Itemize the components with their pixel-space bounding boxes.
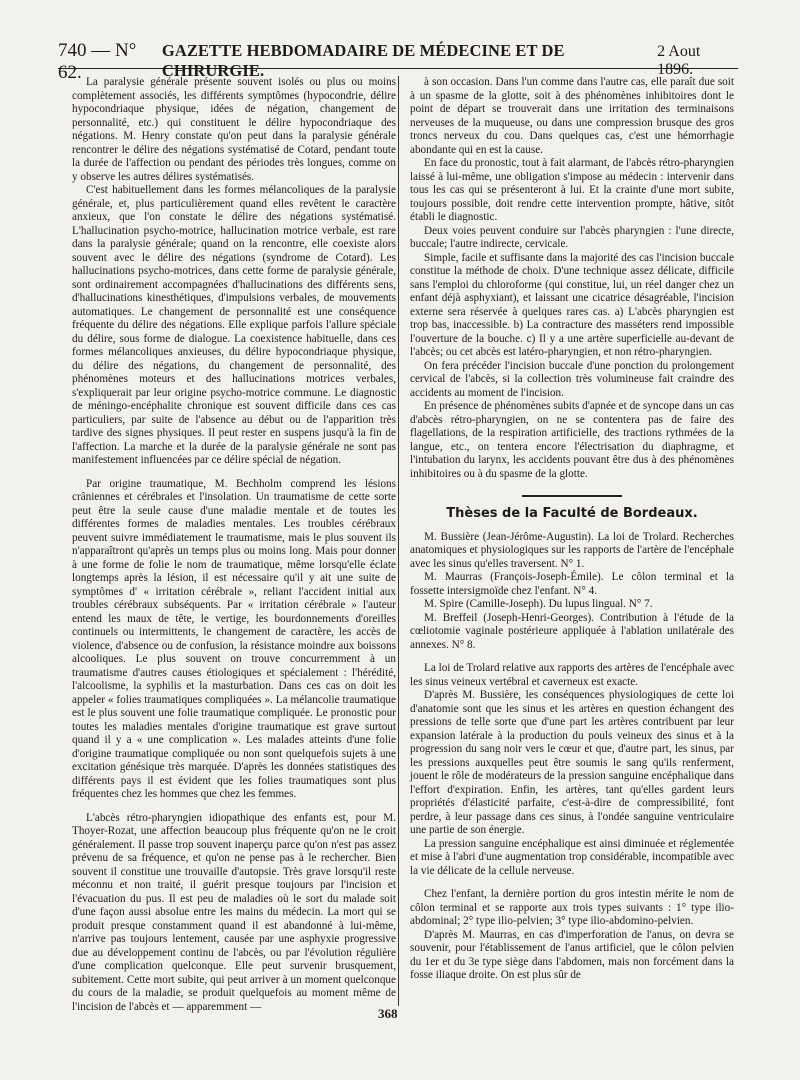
paragraph: Simple, facile et suffisante dans la majorité des cas l'incision buccale constitue la méthode de choix. D'une technique assez délicate, difficile sans l'emploi du chloroforme (qui constitue, lui, un réel danger chez un enfant déjà asphyxiant), et laissant une cicatrice désagréable, l'incision externe sera réservée à quelques rares cas. a) L'abcès pharyngien est trop bas, inaccessible. b) La contracture des masséters rend impossible l'ouverture de la bouche. c) Il y a une artère superficielle au-devant de l'abcès; ou cet abcès est latéro-pharyngien, et non rétro-pharyngien. [410,251,734,358]
paragraph: C'est habituellement dans les formes mélancoliques de la paralysie générale, et, plus particulièrement quand elles revêtent le caractère anxieux, que l'on constate le délire des négations systématisé. L'hallucination psycho-motrice, hallucination motrice verbale, est rare dans la paralysie générale; quand on la rencontre, elle coexiste alors souvent avec le délire des négations (syndrome de Cotard). Les hallucinations psycho-motrices, dans cette forme de paralysie générale, sont ordinairement accompagnées d'hallucinations des différents sens, d'hallucinations kinesthétiques, d'impulsions verbales, de mouvements automatiques. Le changement de personnalité est une conséquence fréquente du délire des négations. Elle explique parfois l'allure spéciale du délire, sous forme de dialogue. La coexistence habituelle, dans ces formes mélancoliques anxieuses, du délire hypocondriaque physique, du délire des négations, du changement de personnalité, des phénomènes moteurs et des hallucinations motrices verbales, s'expliquerait par leur origine psycho-motrice commune. Le diagnostic de méningo-encéphalite chronique est souvent difficile dans ces cas particuliers, par suite de l'absence au début ou de l'apparition très tardive des signes physiques. Il peut rester en suspens jusqu'à la fin de l'affection. La marche et la durée de la paralysie générale ne sont pas manifestement influencées par ce délire spécial de négation. [72,184,396,466]
paragraph: Chez l'enfant, la dernière portion du gros intestin mérite le nom de côlon terminal et se rapporte aux trois types suivants : 1° type ilio-abdominal; 2° type ilio-pelvien; 3° type ilio-abdomino-pelvien. [410,888,734,927]
section-title: Thèses de la Faculté de Bordeaux. [446,506,698,521]
paragraph: D'après M. Bussière, les conséquences physiologiques de cette loi d'anatomie sont que les sinus et les artères en question échangent des pressions de telle sorte que d'une part les artères contribuent par leur expansion latérale à la production du pouls veineux des sinus et à la progression du sang noir vers le cœur et que, d'autre part, les sinus, par les pressions auxquelles peut être soumis le sang qu'ils renferment, jouent le rôle de modérateurs de la pression sanguine encéphalique dans l'effort d'expiration. Enfin, les artères, tant qu'elles gardent leurs propriétés d'élasticité parfaite, c'est-à-dire de compressibilité, font perdre, à leur passage dans ces sinus, à l'ondée sanguine ventriculaire une partie de son énergie. [410,689,734,836]
paragraph: D'après M. Maurras, en cas d'imperforation de l'anus, on devra se souvenir, pour l'établissement de l'anus artificiel, que le côlon pelvien du 1er et du 3e type siège dans l'abdomen, mais non forcément dans la fosse iliaque droite. On est plus sûr de [410,928,734,981]
paragraph: La pression sanguine encéphalique est ainsi diminuée et réglementée et mise à l'abri d'une augmentation trop considérable, incompatible avec la vie délicate de la cellule nerveuse. [410,837,734,877]
right-column [410,76,734,983]
paragraph: La loi de Trolard relative aux rapports des artères de l'encéphale avec les sinus veineux vertébral et caverneux est exacte. [410,662,734,688]
section-rule [522,495,622,497]
paragraph: Par origine traumatique, M. Bechholm comprend les lésions crâniennes et cérébrales et l'insolation. Un traumatisme de cette sorte peut être la seule cause d'une maladie mentale et de toutes les différentes formes de maladies mentales. Les troubles cérébraux peuvent suivre immédiatement le traumatisme, mais le plus souvent ils n'apparaîtront qu'après un temps plus ou moins long. Mais pour donner à une forme de folie le nom de traumatique, même lorsqu'elle éclate longtemps après la lésion, il est nécessaire qu'il y ait une suite de symptômes d' « irritation cérébrale », reliant l'accident initial aux troubles cérébraux subséquents. Par « irritation cérébrale » l'auteur entend les maux de tête, le vertige, les bourdonnements d'oreilles continuels ou intermittents, le changement de caractère, les accès de violence, d'absence ou de confusion, la résistance moindre aux boissons alcooliques. Le plus souvent on trouve concurremment à un traumatisme d'autres causes étiologiques et spécialement : l'hérédité, l'alcoolisme, la syphilis et la masturbation. Dans ces cas on doit les appeler « folies traumatiques compliquées ». La mélancolie traumatique est le plus souvent une folie traumatique compliquée. Le pronostic pour toutes les maladies mentales d'origine traumatique est grave surtout quand il y a « une complication ». Les malades atteints d'une folie d'origine traumatique compliquée ou non sont quelquefois sujets à une excitation génésique très marquée. D'après les données statistiques des différents pays il est évident que les folies traumatiques sont plus fréquentes chez les hommes que chez les femmes. [72,477,396,800]
page-header [58,40,738,83]
paragraph: La paralysie générale présente souvent isolés ou plus ou moins complètement associés, les différents symptômes (hypocondrie, délire hypocondriaque physique, idées de négation, changement de personnalité, etc.) qui constituent le délire hypocondriaque des négations. M. Henry constate qu'on peut dans la paralysie générale rencontrer le délire des négations systématisé de Cotard, pendant toute la durée de l'affection ou pendant des périodes très longues, comme on y observe les autres délires systématisés. [72,76,396,183]
thesis-entry: M. Spire (Camille-Joseph). Du lupus lingual. N° 7. [424,598,653,610]
paragraph: En présence de phénomènes subits d'apnée et de syncope dans un cas d'abcès rétro-pharyngien, on ne se contentera pas de faire des flagellations, de la respiration artificielle, des tractions rythmées de la langue, etc., on tentera encore l'électrisation du diaphragme, et l'intubation du larynx, les accidents pouvant être dus à des phénomènes inhibitoires ou à du spasme de la glotte. [410,400,734,480]
thesis-entry: M. Bussière (Jean-Jérôme-Augustin). La loi de Trolard. Recherches anatomiques et physiologiques sur les rapports de l'artère de l'encéphale avec les sinus qu'elles traversent. N° 1. [410,530,734,570]
left-column [72,76,396,1014]
paragraph: En face du pronostic, tout à fait alarmant, de l'abcès rétro-pharyngien laissé à lui-même, une obligation s'impose au médecin : intervenir dans tous les cas qui se présenteront à lui. Et la crainte d'une mort subite, toujours possible, doit rendre cette intervention prompte, hâtive, sitôt établi le diagnostic. [410,157,734,223]
paragraph: On fera précéder l'incision buccale d'une ponction du prolongement cervical de l'abcès, si la collection très volumineuse fait craindre des accidents au moment de l'incision. [410,359,734,399]
issue-date: 2 Aout 1896. [657,43,701,78]
paragraph: Deux voies peuvent conduire sur l'abcès pharyngien : l'une directe, buccale; l'autre indirecte, cervicale. [410,224,734,250]
thesis-entry: M. Breffeil (Joseph-Henri-Georges). Contribution à l'étude de la cœliotomie vaginale postérieure appliquée à l'ablation unilatérale des annexes. N° 8. [410,611,734,651]
header-rule [58,68,738,69]
issue-number: 740 — N° 62. [58,40,137,83]
page-number: 368 [378,1006,398,1021]
journal-title: GAZETTE HEBDOMADAIRE DE MÉDECINE ET DE CHIRURGIE. [161,41,565,80]
paragraph: L'abcès rétro-pharyngien idiopathique des enfants est, pour M. Thoyer-Rozat, une affection beaucoup plus fréquente qu'on ne le croit généralement. Il passe trop souvent inaperçu parce qu'on n'est pas assez prévenu de sa fréquence, et qu'on ne pense pas à le rechercher. Bien souvent il constitue une trouvaille d'autopsie. Très grave lorsqu'il reste méconnu et non traité, il guérit presque toujours par l'incision et l'évacuation du pus. Il est peu de maladies où le sort du malade soit d'une façon aussi absolue entre les mains du médecin. La mort qui se produit presque constamment quand il est abandonné à lui-même, n'arrive pas toujours lentement, causée par une asphyxie progressive due au développement continu de l'abcès, ou par l'évolution régulière d'une complication quelconque. Elle peut survenir brusquement, subitement. Cette mort subite, qui peut arriver à un moment quelconque du cours de la maladie, se produit quelquefois au moment même de l'incision de l'abcès et — apparemment — [72,811,396,1013]
paragraph: à son occasion. Dans l'un comme dans l'autre cas, elle paraît due soit à un spasme de la glotte, soit à des phénomènes inhibitoires dont le point de départ se trouverait dans une irritation des terminaisons nerveuses de la muqueuse, ou dans une compression brusque des gros troncs nerveux du cou. Dans quelques cas, c'est une hémorrhagie abondante qui en est la cause. [410,76,734,156]
thesis-entry: M. Maurras (François-Joseph-Émile). Le côlon terminal et la fossette intersigmoïde chez l'enfant. N° 4. [410,571,734,597]
column-divider [398,76,399,1006]
